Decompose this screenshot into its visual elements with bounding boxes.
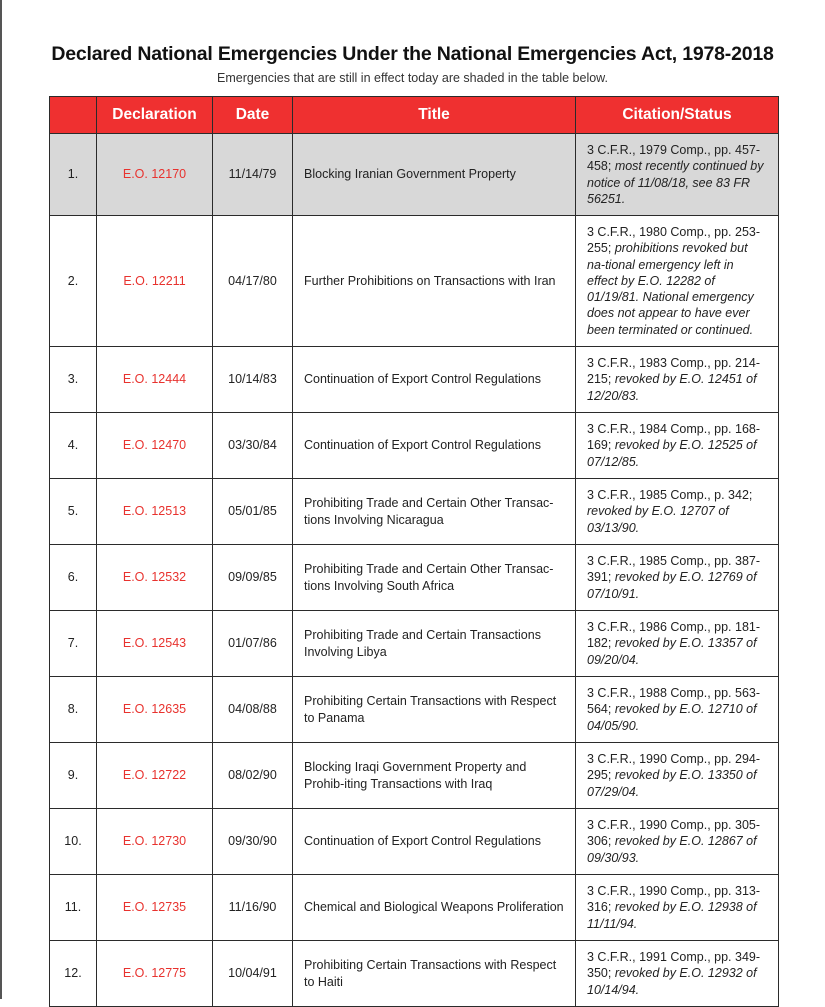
citation-status <box>576 743 779 809</box>
emergency-title: Prohibiting Certain Transactions with Respect to Panama <box>293 677 576 743</box>
citation-status <box>576 809 779 875</box>
status-note: revoked by E.O. 13350 of 07/29/04. <box>587 768 757 799</box>
declaration-link[interactable]: E.O. 12775 <box>97 941 213 1007</box>
emergency-title: Prohibiting Trade and Certain Transactions Involving Libya <box>293 611 576 677</box>
declaration-date: 05/01/85 <box>213 479 293 545</box>
table-header-row <box>50 97 779 134</box>
row-number: 5. <box>50 479 97 545</box>
declaration-link[interactable]: E.O. 12444 <box>97 347 213 413</box>
table-row <box>50 677 779 743</box>
row-number: 12. <box>50 941 97 1007</box>
citation-status <box>576 216 779 347</box>
emergency-title: Prohibiting Certain Transactions with Respect to Haiti <box>293 941 576 1007</box>
citation-text: 3 C.F.R., 1986 Comp., pp. 181-182; <box>587 620 761 651</box>
table-row <box>50 743 779 809</box>
table-row <box>50 809 779 875</box>
status-note: revoked by E.O. 12769 of 07/10/91. <box>587 570 757 601</box>
declaration-link[interactable]: E.O. 12513 <box>97 479 213 545</box>
citation-text: 3 C.F.R., 1990 Comp., pp. 294-295; <box>587 752 761 783</box>
declaration-link[interactable]: E.O. 12211 <box>97 216 213 347</box>
row-number: 2. <box>50 216 97 347</box>
document-header <box>0 0 825 86</box>
citation-status <box>576 347 779 413</box>
citation-text: 3 C.F.R., 1985 Comp., pp. 387-391; <box>587 554 761 585</box>
citation-status <box>576 479 779 545</box>
table-row <box>50 216 779 347</box>
status-note: revoked by E.O. 12932 of 10/14/94. <box>587 966 757 997</box>
citation-text: 3 C.F.R., 1985 Comp., p. 342; <box>587 488 753 503</box>
citation-status <box>576 941 779 1007</box>
row-number: 7. <box>50 611 97 677</box>
declaration-link[interactable]: E.O. 12543 <box>97 611 213 677</box>
citation-text: 3 C.F.R., 1990 Comp., pp. 305-306; <box>587 818 761 849</box>
citation-status <box>576 611 779 677</box>
citation-text: 3 C.F.R., 1983 Comp., pp. 214-215; <box>587 356 761 387</box>
citation-text: 3 C.F.R., 1991 Comp., pp. 349-350; <box>587 950 761 981</box>
declaration-date: 11/16/90 <box>213 875 293 941</box>
emergencies-table <box>49 96 779 1007</box>
declaration-date: 03/30/84 <box>213 413 293 479</box>
emergency-title: Prohibiting Trade and Certain Other Transac-tions Involving South Africa <box>293 545 576 611</box>
citation-status <box>576 875 779 941</box>
document-title: Declared National Emergencies Under the National Emergencies Act, 1978-2018 <box>51 43 774 65</box>
status-note: revoked by E.O. 13357 of 09/20/04. <box>587 636 757 667</box>
emergency-title: Continuation of Export Control Regulations <box>293 413 576 479</box>
citation-status <box>576 134 779 216</box>
table-row <box>50 134 779 216</box>
row-number: 9. <box>50 743 97 809</box>
declaration-date: 10/14/83 <box>213 347 293 413</box>
table-row <box>50 611 779 677</box>
row-number: 11. <box>50 875 97 941</box>
table-row <box>50 545 779 611</box>
declaration-date: 10/04/91 <box>213 941 293 1007</box>
citation-text: 3 C.F.R., 1984 Comp., pp. 168-169; <box>587 422 761 453</box>
row-number: 1. <box>50 134 97 216</box>
declaration-date: 08/02/90 <box>213 743 293 809</box>
status-note: revoked by E.O. 12710 of 04/05/90. <box>587 702 757 733</box>
citation-status <box>576 677 779 743</box>
row-number: 8. <box>50 677 97 743</box>
declaration-link[interactable]: E.O. 12722 <box>97 743 213 809</box>
declaration-date: 09/30/90 <box>213 809 293 875</box>
emergency-title: Continuation of Export Control Regulations <box>293 809 576 875</box>
emergency-title: Further Prohibitions on Transactions with Iran <box>293 216 576 347</box>
table-row <box>50 347 779 413</box>
declaration-link[interactable]: E.O. 12735 <box>97 875 213 941</box>
emergency-title: Chemical and Biological Weapons Proliferation <box>293 875 576 941</box>
declaration-link[interactable]: E.O. 12730 <box>97 809 213 875</box>
declaration-date: 04/08/88 <box>213 677 293 743</box>
declaration-date: 01/07/86 <box>213 611 293 677</box>
citation-status <box>576 545 779 611</box>
header-number <box>50 97 97 134</box>
citation-text: 3 C.F.R., 1980 Comp., pp. 253-255; <box>587 224 761 256</box>
declaration-link[interactable]: E.O. 12635 <box>97 677 213 743</box>
header-title: Title <box>293 97 576 134</box>
header-declaration: Declaration <box>97 97 213 134</box>
declaration-date: 04/17/80 <box>213 216 293 347</box>
row-number: 4. <box>50 413 97 479</box>
status-note: revoked by E.O. 12938 of 11/11/94. <box>587 900 757 931</box>
declaration-link[interactable]: E.O. 12532 <box>97 545 213 611</box>
table-row <box>50 941 779 1007</box>
declaration-link[interactable]: E.O. 12170 <box>97 134 213 216</box>
row-number: 6. <box>50 545 97 611</box>
emergency-title: Prohibiting Trade and Certain Other Transac-tions Involving Nicaragua <box>293 479 576 545</box>
row-number: 10. <box>50 809 97 875</box>
emergency-title: Blocking Iranian Government Property <box>293 134 576 216</box>
status-note: revoked by E.O. 12867 of 09/30/93. <box>587 834 757 865</box>
citation-text: 3 C.F.R., 1990 Comp., pp. 313-316; <box>587 884 761 915</box>
header-citation-status: Citation/Status <box>576 97 779 134</box>
declaration-date: 11/14/79 <box>213 134 293 216</box>
status-note: prohibitions revoked but na-tional emergency left in effect by E.O. 12282 of 01/19/81. National emergency does not appear to have ever been terminated or continued. <box>587 241 754 337</box>
status-note: revoked by E.O. 12451 of 12/20/83. <box>587 372 757 403</box>
table-body <box>50 134 779 1007</box>
emergency-title: Continuation of Export Control Regulations <box>293 347 576 413</box>
emergency-title: Blocking Iraqi Government Property and Prohib-iting Transactions with Iraq <box>293 743 576 809</box>
table-row <box>50 413 779 479</box>
citation-status <box>576 413 779 479</box>
declaration-link[interactable]: E.O. 12470 <box>97 413 213 479</box>
table-row <box>50 479 779 545</box>
table-row <box>50 875 779 941</box>
declaration-date: 09/09/85 <box>213 545 293 611</box>
page-edge-rule <box>0 0 2 999</box>
status-note: revoked by E.O. 12525 of 07/12/85. <box>587 438 757 469</box>
status-note: revoked by E.O. 12707 of 03/13/90. <box>587 504 729 535</box>
header-date: Date <box>213 97 293 134</box>
document-subtitle: Emergencies that are still in effect today are shaded in the table below. <box>217 71 608 85</box>
row-number: 3. <box>50 347 97 413</box>
status-note: most recently continued by notice of 11/08/18, see 83 FR 56251. <box>587 159 764 206</box>
citation-text: 3 C.F.R., 1979 Comp., pp. 457-458; <box>587 142 761 174</box>
citation-text: 3 C.F.R., 1988 Comp., pp. 563-564; <box>587 686 761 717</box>
